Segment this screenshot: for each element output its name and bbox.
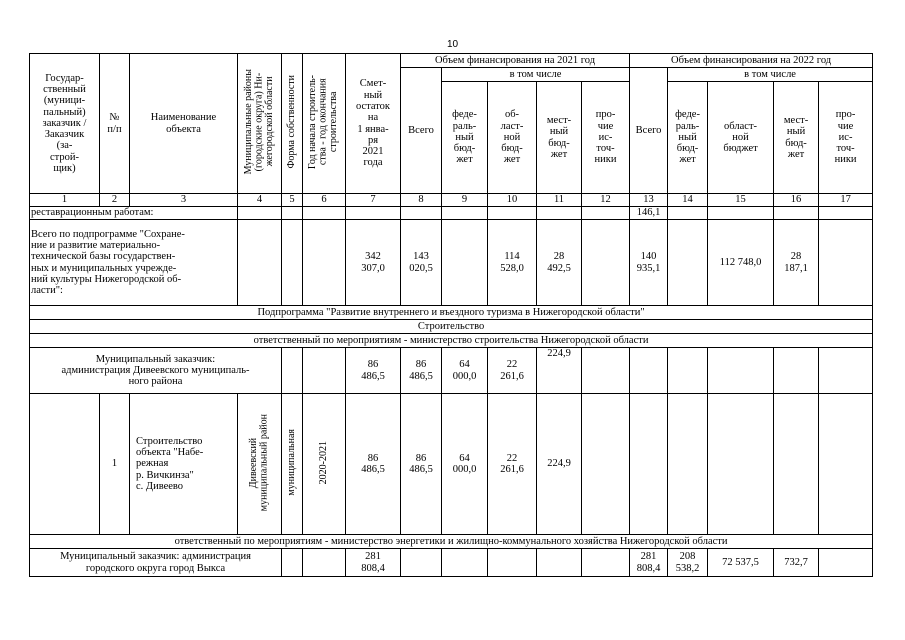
col-number: 16 — [774, 194, 819, 207]
responsible-heading: ответственный по мероприятиям - министерство энергетики и жилищно-коммунального хозяйства Нижегородской области — [30, 535, 873, 549]
cell-value: 28 492,5 — [537, 220, 582, 306]
header-object-name: Наименование объекта — [130, 54, 238, 194]
col-number: 6 — [303, 194, 346, 207]
table-row — [30, 348, 873, 394]
header-fin-2022: Объем финансирования на 2022 год — [630, 54, 873, 68]
cell-value: 140 935,1 — [630, 220, 668, 306]
cell-value: 22 261,6 — [488, 348, 537, 394]
header-local-2022: мест- ный бюд- жет — [774, 82, 819, 194]
financing-table — [29, 53, 873, 577]
cell-value: 281 808,4 — [630, 549, 668, 577]
object-name: Строительство объекта "Набе- режная р. Вичкинза" с. Дивеево — [130, 394, 238, 535]
cell-value: 28 187,1 — [774, 220, 819, 306]
object-years: 2020-2021 — [317, 440, 329, 484]
header-other-2022: про- чие ис- точ- ники — [819, 82, 873, 194]
header-years: Год начала строитель- ства - год окончания строительства — [307, 74, 340, 169]
object-ownership: муниципальная — [285, 429, 297, 496]
col-number: 9 — [442, 194, 488, 207]
header-federal-2022: феде- раль- ный бюд- жет — [668, 82, 708, 194]
customer-label: Муниципальный заказчик: администрация Дивеевского муниципаль- ного района — [30, 348, 282, 394]
cell-value: 86 486,5 — [401, 348, 442, 394]
header-regional-2022: област- ной бюджет — [708, 82, 774, 194]
header-incl-2021: в том числе — [442, 68, 630, 82]
table-row — [30, 394, 873, 535]
cell-value: 64 000,0 — [442, 348, 488, 394]
subprogram-heading: Подпрограмма "Развитие внутреннего и въездного туризма в Нижегородской области" — [30, 306, 873, 320]
object-num: 1 — [100, 394, 130, 535]
column-numbers-row — [30, 194, 873, 207]
header-other-2021: про- чие ис- точ- ники — [582, 82, 630, 194]
cell-value: 114 528,0 — [488, 220, 537, 306]
col-number: 2 — [100, 194, 130, 207]
col-number: 12 — [582, 194, 630, 207]
cell-value: 732,7 — [774, 549, 819, 577]
col-number: 3 — [130, 194, 238, 207]
table-row — [30, 549, 873, 577]
object-district: Дивеевский муниципальный район — [248, 413, 270, 511]
section-heading: Строительство — [30, 320, 873, 334]
table-row — [30, 220, 873, 306]
table-row — [30, 306, 873, 320]
table-row — [30, 535, 873, 549]
cell-value: 208 538,2 — [668, 549, 708, 577]
header-regional-2021: об- ласт- ной бюд- жет — [488, 82, 537, 194]
col-number: 17 — [819, 194, 873, 207]
col-number: 1 — [30, 194, 100, 207]
cell-value: 146,1 — [630, 207, 668, 220]
row-label: Всего по подпрограмме "Сохране- ние и развитие материально- технической базы государствен- ных и муниципальных учрежде- ний культуры Нижегородской об- ласти": — [30, 220, 238, 306]
col-number: 15 — [708, 194, 774, 207]
cell-value: 86 486,5 — [401, 394, 442, 535]
header-districts: Муниципальные районы (городские округа) Ни- жегородской области — [242, 69, 275, 175]
col-number: 11 — [537, 194, 582, 207]
header-balance: Смет- ный остаток на 1 янва- ря 2021 года — [346, 54, 401, 194]
cell-value: 72 537,5 — [708, 549, 774, 577]
header-local-2021: мест- ный бюд- жет — [537, 82, 582, 194]
col-number: 4 — [238, 194, 282, 207]
cell-value: 86 486,5 — [346, 348, 401, 394]
header-federal-2021: феде- раль- ный бюд- жет — [442, 82, 488, 194]
page-number: 10 — [446, 39, 459, 50]
cell-value: 342 307,0 — [346, 220, 401, 306]
col-number: 5 — [282, 194, 303, 207]
header-customer: Государ- ственный (муници- пальный) заказчик / Заказчик (за- строй- щик) — [30, 54, 100, 194]
header-num: № п/п — [100, 54, 130, 194]
col-number: 14 — [668, 194, 708, 207]
table-row — [30, 320, 873, 334]
col-number: 13 — [630, 194, 668, 207]
header-total-2022: Всего — [630, 68, 668, 194]
cell-value: 224,9 — [537, 394, 582, 535]
table-row — [30, 207, 873, 220]
header-total-2021: Всего — [401, 68, 442, 194]
row-label: реставрационным работам: — [30, 207, 238, 220]
cell-value: 22 261,6 — [488, 394, 537, 535]
col-number: 8 — [401, 194, 442, 207]
cell-value: 281 808,4 — [346, 549, 401, 577]
cell-value: 224,9 — [537, 348, 582, 394]
header-incl-2022: в том числе — [668, 68, 873, 82]
cell-value: 112 748,0 — [708, 220, 774, 306]
col-number: 10 — [488, 194, 537, 207]
responsible-heading: ответственный по мероприятиям - министерство строительства Нижегородской области — [30, 334, 873, 348]
cell-value: 64 000,0 — [442, 394, 488, 535]
header-fin-2021: Объем финансирования на 2021 год — [401, 54, 630, 68]
cell-value: 86 486,5 — [346, 394, 401, 535]
header-ownership: Форма собственности — [285, 75, 297, 169]
cell-value: 143 020,5 — [401, 220, 442, 306]
customer-label: Муниципальный заказчик: администрация городского округа город Выкса — [30, 549, 282, 577]
table-row — [30, 334, 873, 348]
col-number: 7 — [346, 194, 401, 207]
